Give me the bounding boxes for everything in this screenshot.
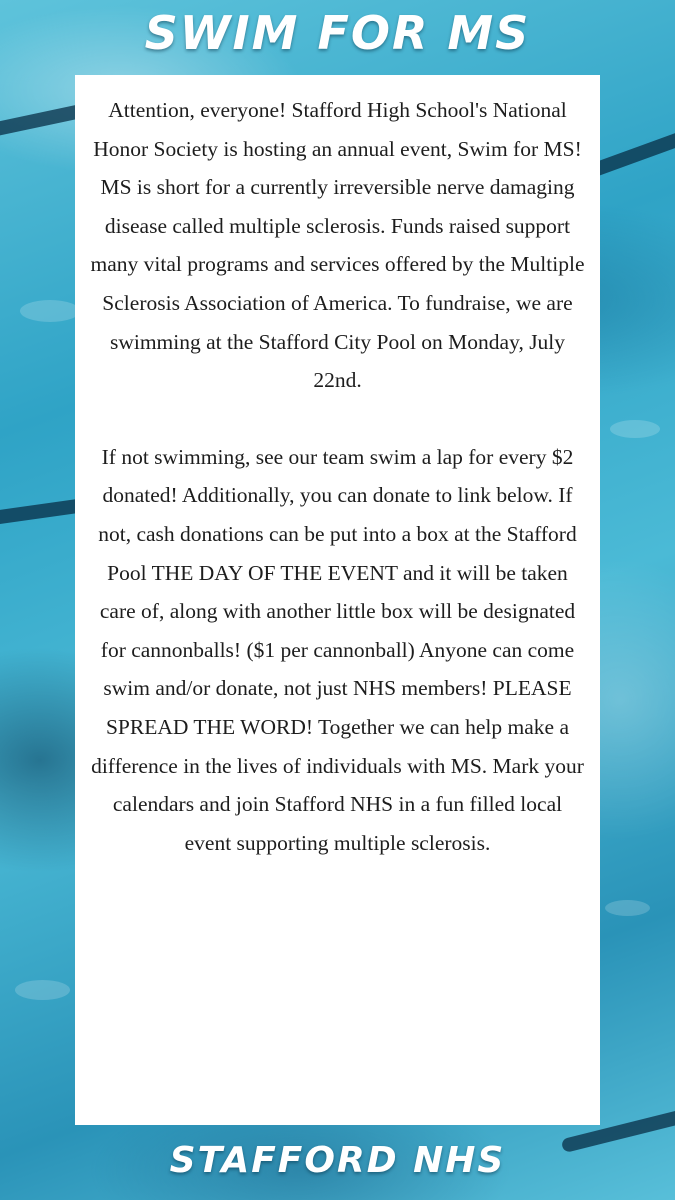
- announcement-paragraph-1: Attention, everyone! Stafford High School's National Honor Society is hosting an annual event, Swim for MS! MS is short for a currently irreversible nerve damaging disease called multiple sclerosis. Funds raised support many vital programs and services offered by the Multiple Sclerosis Association of America. To fundraise, we are swimming at the Stafford City Pool on Monday, July 22nd.: [90, 98, 585, 393]
- water-shimmer: [15, 980, 70, 1000]
- announcement-paragraph-2: If not swimming, see our team swim a lap for every $2 donated! Additionally, you can donate to link below. If not, cash donations can be put into a box at the Stafford Pool THE DAY OF THE EVENT and it will be taken care of, along with another little box will be designated for cannonballs! ($1 per cannonball) Anyone can come swim and/or donate, not just NHS members! PLEASE SPREAD THE WORD! Together we can help make a difference in the lives of individuals with MS. Mark your calendars and join Stafford NHS in a fun filled local event supporting multiple sclerosis.: [91, 444, 584, 855]
- announcement-card: [75, 75, 600, 1125]
- footer-signature: STAFFORD NHS: [169, 1140, 506, 1181]
- page-title: SWIM FOR MS: [144, 6, 531, 60]
- water-shimmer: [20, 300, 80, 322]
- water-shimmer: [605, 900, 650, 916]
- water-shimmer: [610, 420, 660, 438]
